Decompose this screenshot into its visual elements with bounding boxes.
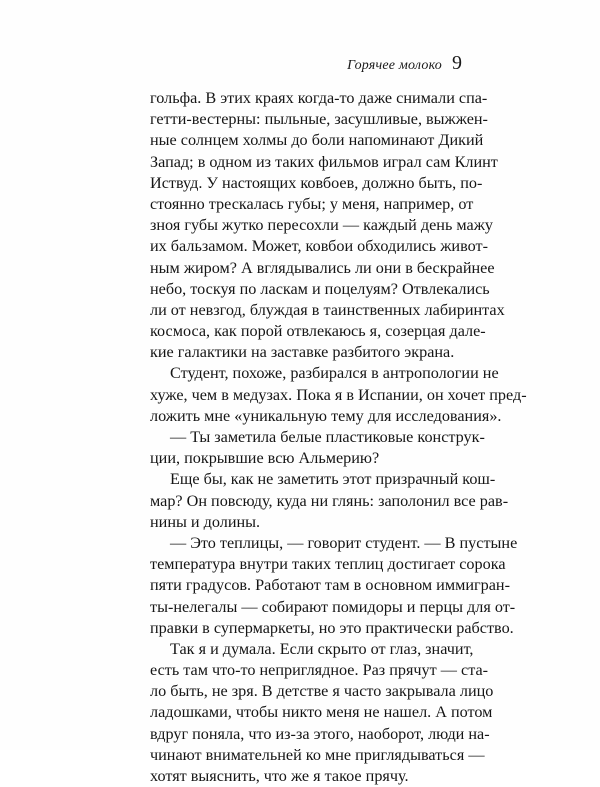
text-line: — Это теплицы, — говорит студент. — В пустыне [170, 533, 518, 552]
text-line: хотят выяснить, что же я такое прячу. [150, 767, 409, 785]
text-line: чинают внимательней ко мне приглядываться — [150, 745, 485, 764]
text-line: нины и долины. [150, 512, 261, 531]
text-line: стоянно трескалась губы; у меня, например, от [150, 194, 474, 213]
text-line: Иствуд. У настоящих ковбоев, должно быть, по- [150, 173, 483, 192]
text-line: зноя губы жутко пересохли — каждый день мажу [150, 216, 493, 235]
text-line: гольфа. В этих краях когда-то даже снимали спа- [150, 89, 488, 107]
text-line: ным жиром? А вглядывались ли они в бескрайнее [150, 258, 495, 277]
text-line: есть там что-то неприглядное. Раз прячут — ста- [150, 661, 489, 680]
text-line: ции, покрывшие всю Альмерию? [150, 449, 380, 468]
text-line: мар? Он повсюду, куда ни глянь: заполонил все рав- [150, 491, 509, 510]
text-line: гетти-вестерны: пыльные, засушливые, выжжен- [150, 110, 488, 129]
text-line: пяти градусов. Работают там в основном иммигран- [150, 576, 510, 595]
text-line: ладошками, чтобы никто меня не нашел. А потом [150, 703, 493, 722]
text-line: ли от невзгод, блуждая в таинственных лабиринтах [150, 300, 505, 319]
text-line: небо, тоскуя по ласкам и поцелуям? Отвлекались [150, 279, 490, 298]
text-line: Студент, похоже, разбирался в антропологии не [170, 364, 499, 383]
text-line: Так я и думала. Если скрыто от глаз, значит, [170, 639, 474, 658]
running-title: Горячее молоко [347, 58, 442, 73]
body-text [150, 88, 527, 787]
text-line: Запад; в одном из таких фильмов играл сам Клинт [150, 152, 498, 171]
text-line: ло быть, не зря. В детстве я часто закрывала лицо [150, 682, 494, 701]
text-line: правки в супермаркеты, но это практически рабство. [150, 618, 514, 637]
text-line: вдруг поняла, что из-за этого, наоборот, люди на- [150, 724, 490, 743]
text-line: ные солнцем холмы до боли напоминают Дикий [150, 131, 484, 150]
text-line: температура внутри таких теплиц достигает сорока [150, 555, 506, 574]
text-line: — Ты заметила белые пластиковые конструк- [170, 428, 485, 446]
text-line: ложить мне «уникальную тему для исследования». [150, 406, 502, 425]
text-line: Еще бы, как не заметить этот призрачный кош- [170, 470, 496, 489]
text-line: их бальзамом. Может, ковбои обходились живот- [150, 237, 488, 256]
text-line: кие галактики на заставке разбитого экрана. [150, 343, 455, 362]
running-head [347, 52, 462, 75]
text-line: ты-нелегалы — собирают помидоры и перцы для от- [150, 597, 516, 616]
page-number: 9 [452, 52, 462, 74]
text-line: хуже, чем в медузах. Пока я в Испании, он хочет пред- [150, 385, 527, 404]
text-line: космоса, как порой отвлекаюсь я, созерцая дале- [150, 322, 486, 341]
